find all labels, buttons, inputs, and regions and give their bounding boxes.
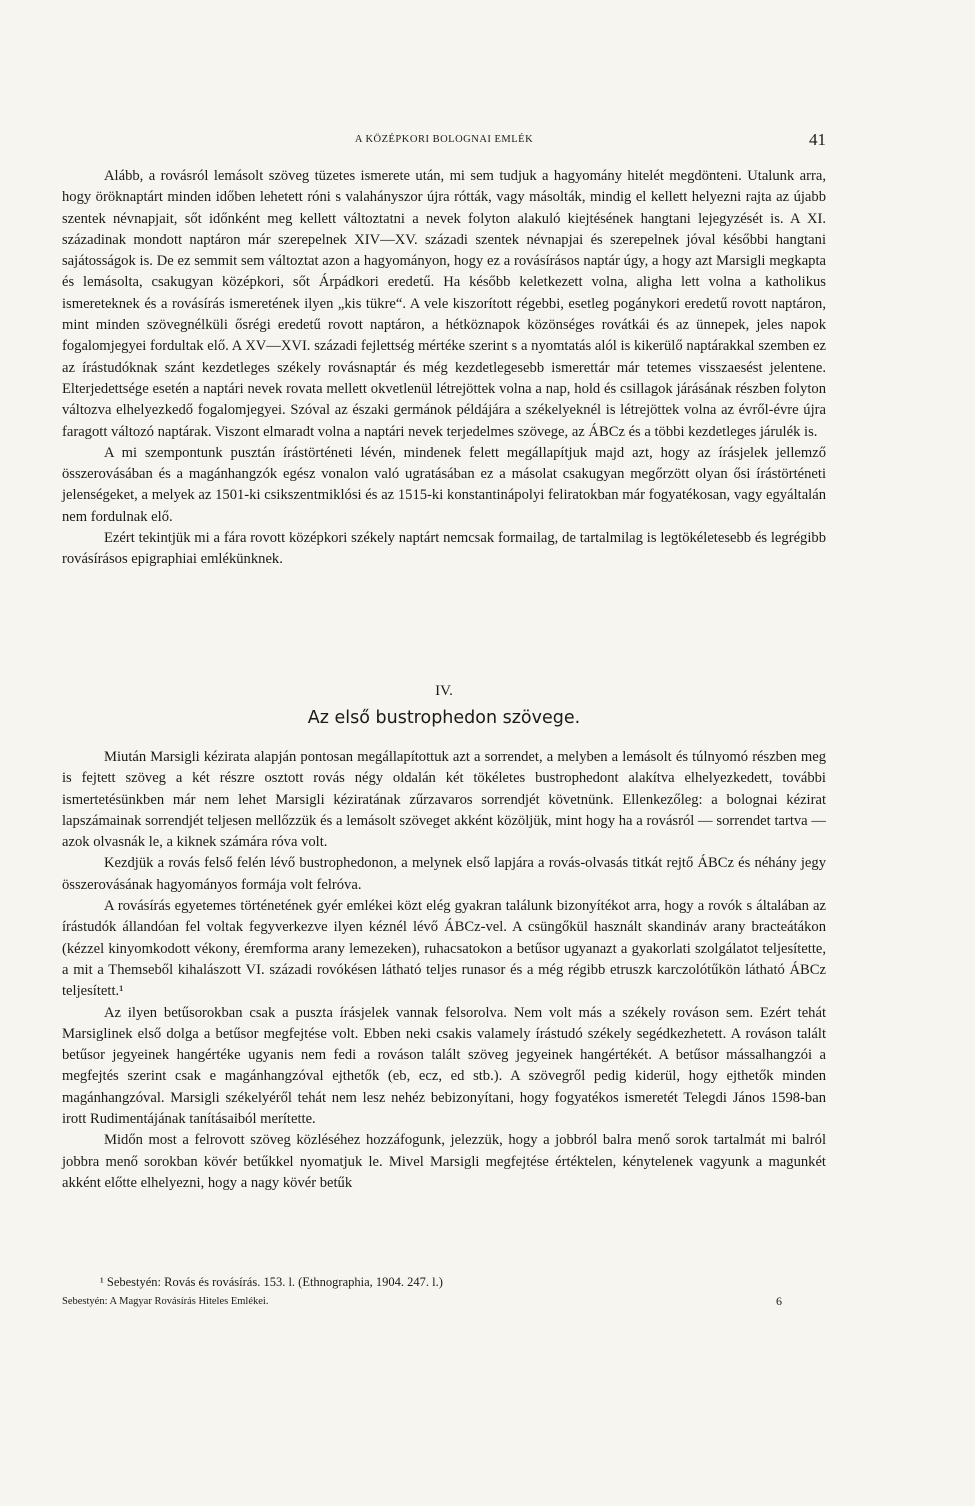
paragraph: Midőn most a felrovott szöveg közléséhez hozzáfogunk, jelezzük, hogy a jobbról balra menő sorok tartalmát mi balról jobbra menő sorokban kövér betűkkel nyomatjuk le. Mivel Marsigli megfejtése értéktelen, kénytelenek vagyunk a magunkét akként előtte elhelyezni, hogy a nagy kövér betűk	[62, 1132, 826, 1191]
paragraph: Alább, a rovásról lemásolt szöveg tüzetes ismerete után, mi sem tudjuk a hagyomány hitelét megdönteni. Utalunk arra, hogy öröknaptárt minden időben lehetett róni s valahányszor újra rótták, vagy másolták, mindig el kellett helyezni rajta az újabb szentek névnapjait, sőt időnként meg kellett változtatni a nevek folyton alakuló kiejtésének hangtani lejegyzését is. A XI. századinak mondott naptáron már szerepelnek XIV—XV. századi szentek névnapjai és szerepelnek jóval későbbi hangtani sajátosságok is. De ez semmit sem változtat azon a hagyományon, hogy ez a rovásírásos naptár úgy, a hogy azt Marsigli megkapta és lemásolta, csakugyan középkori, sőt Árpádkori eredetű. Ha később keletkezett volna, aligha lett volna a katholikus ismereteknek és a rovásírás ismeretének ilyen „kis tükre“. A vele kiszorított régebbi, esetleg pogánykori eredetű rovott naptáron, mint minden szövegnélküli ősrégi eredetű rovott naptáron, a hétköznapok közönséges rovátkái és az ünnepek, jeles napok fogalomjegyei fordultak elő. A XV—XVI. századi fejlettség mértéke szerint s a nyomtatás alól is kikerülő naptárakkal szemben ez az írástudóknak szánt kezdetleges székely rovásnaptár és még kezdetlegesebb ismerettár már tetemes visszaesést jelentene. Elterjedettsége esetén a naptári nevek rovata mellett okvetlenül létrejöttek volna a nap, hold és csillagok járásának részben folyton változva elhelyezkedő fogalomjegyei. Szóval az északi germánok példájára a székelyeknél is létrejöttek volna az évről-évre újra faragott változó naptárak. Viszont elmaradt volna a naptári nevek terjedelmes szövege, az ÁBCz és a többi kezdetleges járulék is.	[62, 168, 826, 440]
paragraph: Az ilyen betűsorokban csak a puszta írásjelek vannak felsorolva. Nem volt más a székely rováson sem. Ezért tehát Marsiglinek első dolga a betűsor megfejtése volt. Ebben neki csakis valamely írástudó székely segédkezhetett. A rováson talált betűsor jegyeinek hangértéke ugyanis nem fedi a rováson talált szöveg jegyeinek hangértékét. A betűsor mássalhangzói a megfejtés szerint csak e magánhangzóval ejthetők (eb, ecz, ed stb.). A szövegről pedig kiderül, hogy ejthetők minden magánhangzóval. Marsigli székelyéről tehát nem lesz nehéz bebizonyítani, hogy fogyatékos ismeretét Telegdi János 1598-ban irott Rudimentájának tanításaiból merítette.	[62, 1004, 826, 1128]
footer-source: Sebestyén: A Magyar Rovásírás Hiteles Emlékei.	[62, 1296, 269, 1307]
body-text-part-2	[62, 747, 826, 1194]
running-header	[62, 130, 826, 150]
paragraph: A mi szempontunk pusztán írástörténeti lévén, mindenek felett megállapítjuk majd azt, hogy az írásjelek jellemző összerovásában és a magánhangzók egész vonalon való ugratásában ez a másolat csakugyan megőrzött olyan ősi írástörténeti jelenségeket, a melyek az 1501-ki csikszentmiklósi és az 1515-ki konstantinápolyi feliratokban már fogyatékosan, vagy egyáltalán nem fordulnak elő.	[62, 444, 826, 525]
signature-mark: 6	[776, 1294, 782, 1308]
section-heading	[62, 683, 826, 728]
paragraph: Kezdjük a rovás felső felén lévő bustrophedonon, a melynek első lapjára a rovás-olvasás titkát rejtő ÁBCz és néhány jegy összerovásának hagyományos formája volt felróva.	[62, 855, 826, 893]
paragraph: Ezért tekintjük mi a fára rovott középkori székely naptárt nemcsak formailag, de tartalmilag is legtökéletesebb és legrégibb rovásírásos epigraphiai emlékünknek.	[62, 530, 826, 568]
paragraph: Miután Marsigli kézirata alapján pontosan megállapítottuk azt a sorrendet, a melyben a lemásolt és túlnyomó részben meg is fejtett szöveg a két részre osztott rovás négy oldalán két tökéletes bustrophedont alakítva elhelyezkedett, további ismertetésünkben már nem lehet Marsigli kéziratának zűrzavaros sorrendjét követnünk. Ellenkezőleg: a bolognai kézirat lapszámainak sorrendjét teljesen mellőzzük és a lemásolt szöveget akként közöljük, mint hogy ha a rovásról — sorrendet tartva — azok olvasnák le, a kiknek számára róva volt.	[62, 749, 826, 851]
page-number: 41	[809, 130, 826, 149]
paragraph: A rovásírás egyetemes történetének gyér emlékei közt elég gyakran találunk bizonyítékot arra, hogy a rovók s általában az írástudók állandóan fel voltak fegyverkezve ilyen kéznél lévő ÁBCz-vel. A csüngőkül használt skandináv arany bracteátákon (kézzel kinyomkodott vékony, éremforma arany lemezeken), ruhacsatokon a betűsor ugyanazt a gyakorlati szolgálatot teljesítette, a mit a Themseből kihalászott VI. századi rovókésen látható teljes runasor és a még régibb etruszk karczolótűkön látható ÁBCz teljesített.¹	[62, 898, 826, 1000]
section-number: IV.	[435, 683, 453, 699]
footnote: ¹ Sebestyén: Rovás és rovásírás. 153. l. (Ethnographia, 1904. 247. l.)	[100, 1275, 443, 1289]
section-title: Az első bustrophedon szövege.	[307, 708, 581, 728]
page-footer	[62, 1296, 826, 1307]
body-text-part-1	[62, 166, 826, 571]
running-title: A KÖZÉPKORI BOLOGNAI EMLÉK	[354, 134, 534, 145]
